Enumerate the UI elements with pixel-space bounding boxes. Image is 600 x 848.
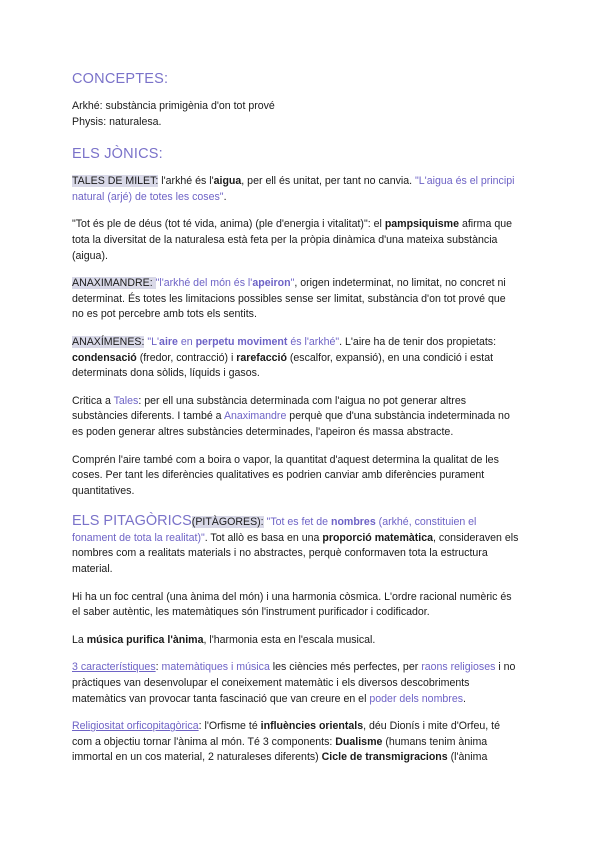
text: , déu Dionís i mite d'Orfeu, té com a objectiu tornar l'ànima al món. Té 3 components:: [72, 720, 500, 748]
text: , origen indeterminat, no limitat, no concret ni determinat. És totes les limitacions possibles sense ser limitat, substància d'on tot prové que no es pot percebre amb tots els sentits.: [72, 277, 506, 321]
text: , consideraven els nombres com a realitats materials i no abstractes, perquè conformaven tota la estructura material.: [72, 531, 519, 576]
link-anaximandre: Anaximandre: [223, 410, 287, 423]
bold-text: influències orientals: [260, 720, 364, 733]
text: afirma que tota la diversitat de la naturalesa està feta per la pròpia dinàmica d'una mateixa substància (aigua).: [72, 218, 512, 262]
bold-text: rarefacció: [236, 351, 287, 364]
quote-text: és l'arkhé": [287, 335, 340, 348]
quote-text: (arkhé, constituien el fonament de tota la realitat)": [72, 516, 477, 544]
bold-text: música purifica l'ànima: [86, 633, 204, 646]
paragraph-caracteristiques: [72, 660, 520, 707]
paragraph-physis: Physis: naturalesa.: [72, 115, 162, 128]
link-caracteristiques: 3 característiques: [72, 661, 156, 674]
paragraph-critica: [72, 394, 520, 441]
paragraph-compren: Comprén l'aire també com a boira o vapor, la quantitat d'aquest determina la qualitat de les coses. Per tant les diferències qualitatives es podrien canviar amb diferències purament quantitatives.: [72, 453, 499, 497]
paragraph-arkhe: Arkhé: substància primigènia d'on tot prové: [72, 100, 275, 112]
paragraph-anaximandre: [72, 276, 520, 323]
paragraph-tales: [72, 174, 520, 205]
heading-jonics: ELS JÒNICS:: [72, 146, 163, 163]
link-poder: poder dels nombres: [369, 692, 464, 705]
text: :: [155, 661, 162, 674]
text: (humans tenim ànima immortal en un cos material, 2 naturaleses diferents): [72, 735, 488, 764]
quote-bold: aire: [159, 335, 178, 348]
text: perquè que d'una substància indeterminada no es poden generar altres substàncies determinades, l'apeiron és massa abstracte.: [72, 410, 510, 438]
quote-text: "l'arkhé del món és l': [155, 277, 253, 290]
text: . L'aire ha de tenir dos propietats:: [339, 335, 497, 348]
paragraph-pitagorics: [72, 514, 520, 577]
bold-text: aigua: [213, 175, 242, 188]
quote-bold: perpetu moviment: [195, 335, 288, 348]
link-raons: raons religioses: [421, 661, 496, 674]
text: l'arkhé és l': [158, 175, 214, 188]
link-religiositat: Religiositat orficopitagòrica: [72, 720, 199, 733]
text: : per ell una substància determinada com l'aigua no pot generar altres substàncies diferents. I també a: [72, 394, 467, 423]
label-pitagores: (PITÀGORES):: [191, 516, 264, 529]
link-matematiques: matemàtiques i música: [161, 661, 270, 674]
text: Critica a: [72, 394, 114, 407]
heading-pitagorics: ELS PITAGÒRICS: [72, 513, 192, 530]
paragraph-pampsiquisme: [72, 217, 520, 264]
text: La: [72, 633, 87, 646]
text: , per ell és unitat, per tant no canvia.: [241, 175, 416, 188]
text: "Tot és ple de déus (tot té vida, anima) (ple d'energia i vitalitat)": el: [72, 218, 385, 231]
quote-tales: "L'aigua és el principi natural (arjé) de totes les coses": [72, 175, 515, 203]
bold-text: pampsiquisme: [384, 218, 459, 231]
bold-text: condensació: [72, 351, 137, 364]
document-body: [72, 70, 520, 766]
text: (escalfor, expansió), en una condició i estat determinats dona sòlids, líquids i gasos.: [72, 351, 494, 380]
label-anaximandre: ANAXIMANDRE:: [72, 277, 156, 290]
text: : l'Orfisme té: [198, 720, 261, 733]
quote-bold: apeiron: [252, 277, 291, 290]
text: (fredor, contracció) i: [136, 351, 237, 364]
paragraph-religiositat: [72, 719, 520, 766]
text: les ciències més perfectes, per: [269, 661, 422, 674]
quote-text: ": [290, 277, 295, 290]
quote-text: "L': [144, 335, 160, 348]
heading-conceptes: CONCEPTES:: [72, 71, 169, 87]
text: (l'ànima: [447, 751, 488, 764]
bold-text: proporció matemàtica: [322, 531, 434, 544]
quote-text: en: [177, 335, 196, 348]
paragraph-anaximenes: [72, 335, 520, 382]
text: .: [463, 692, 466, 705]
quote-bold: nombres: [330, 516, 376, 529]
text: , l'harmonia esta en l'escala musical.: [203, 633, 376, 646]
text: . Tot allò es basa en una: [204, 531, 323, 544]
paragraph-musica: [72, 633, 520, 649]
bold-text: Dualisme: [335, 735, 383, 748]
bold-text: Cicle de transmigracions: [321, 751, 448, 764]
label-tales: TALES DE MILET:: [72, 175, 159, 188]
text: i no pràctiques van desenvolupar el coneixement matemàtic i els diversos descobriments matemàtics van provocar tanta fascinació que van creure en el: [72, 661, 516, 705]
quote-text: "Tot es fet de: [263, 516, 331, 529]
paragraph-foc: Hi ha un foc central (una ànima del món) i una harmonia còsmica. L'ordre racional numèric és el saber autèntic, les matemàtiques són l'instrument purificador i codificador.: [72, 590, 512, 619]
link-tales: Tales: [113, 394, 139, 407]
text: .: [223, 190, 227, 203]
label-anaximenes: ANAXÍMENES:: [72, 335, 145, 348]
